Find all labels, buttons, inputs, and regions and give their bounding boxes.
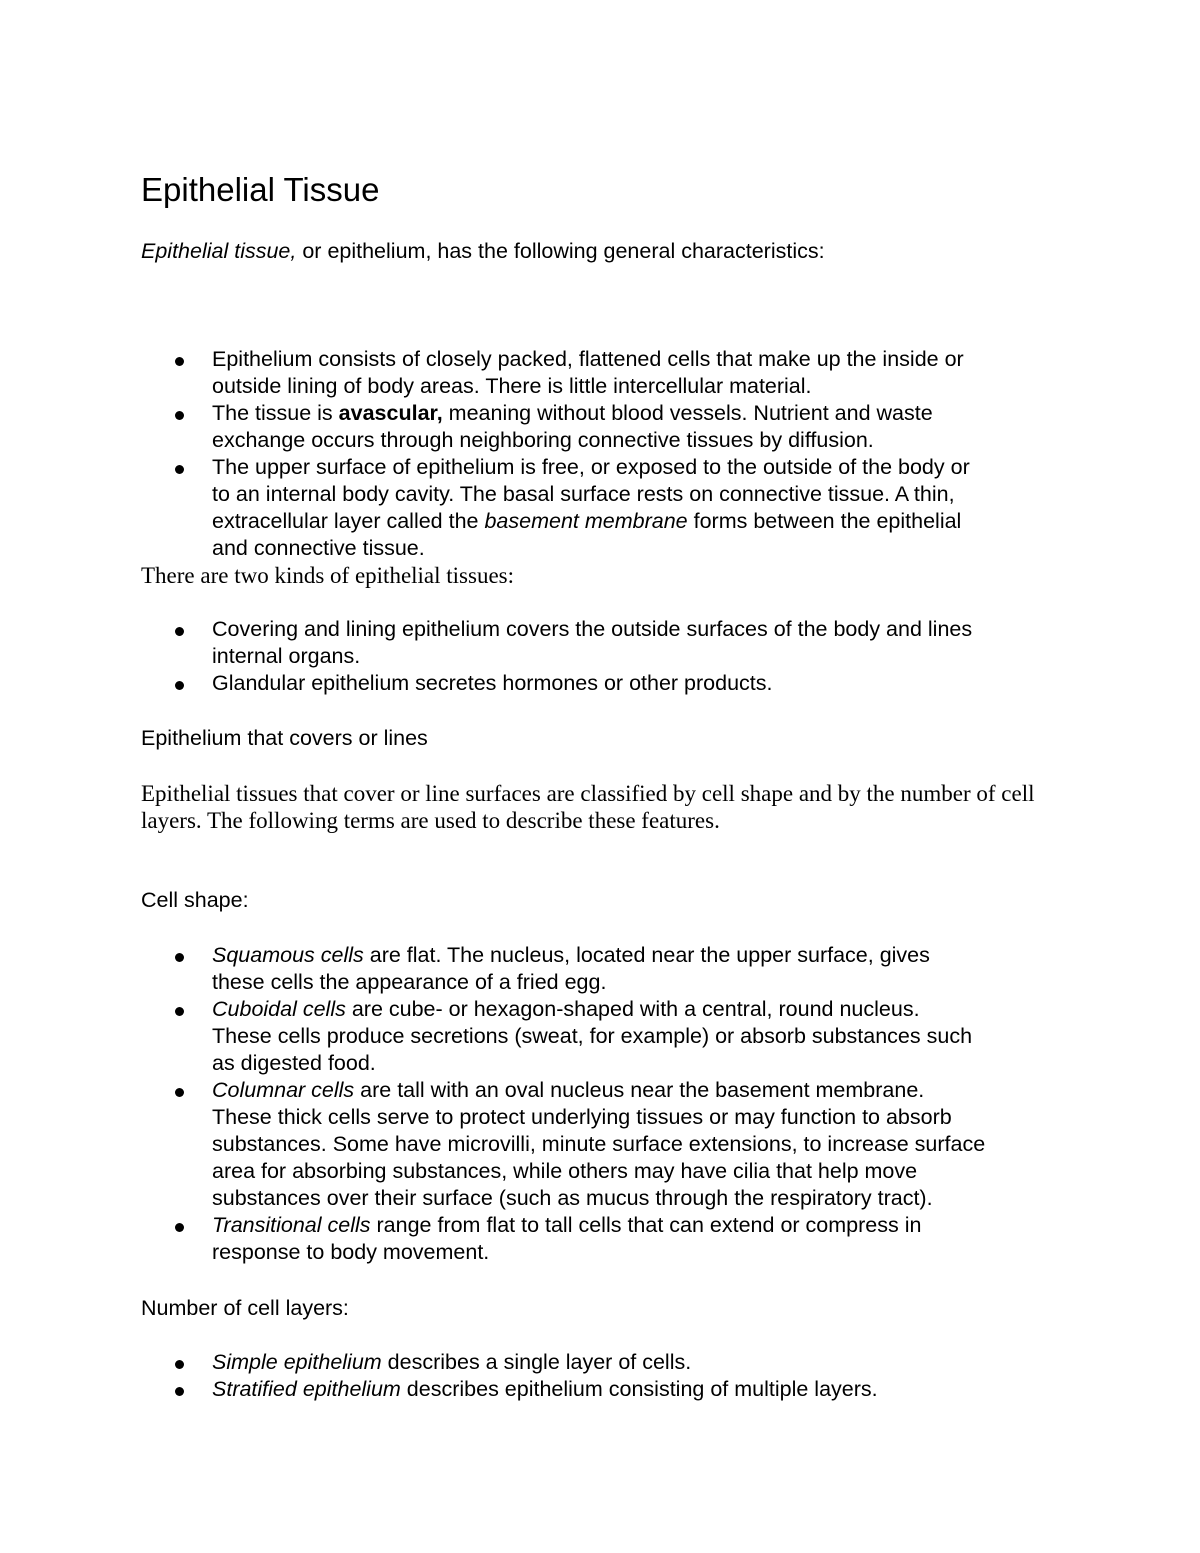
basement-membrane-term: basement membrane bbox=[484, 509, 688, 533]
list-item-line: area for absorbing substances, while others may have cilia that help move bbox=[212, 1159, 918, 1183]
bullet-icon bbox=[175, 627, 184, 636]
list-item-line: to an internal body cavity. The basal surface rests on connective tissue. A thin, bbox=[212, 482, 955, 506]
bullet-icon bbox=[175, 357, 184, 366]
list-item bbox=[0, 1349, 878, 1376]
list-item-line: Epithelium consists of closely packed, flattened cells that make up the inside or bbox=[212, 347, 964, 371]
list-item-line bbox=[212, 942, 985, 969]
list-item-line: outside lining of body areas. There is little intercellular material. bbox=[212, 374, 812, 398]
list-item bbox=[0, 996, 985, 1077]
list-item-line: Glandular epithelium secretes hormones or other products. bbox=[212, 671, 773, 695]
cuboidal-term: Cuboidal cells bbox=[212, 997, 346, 1021]
cell-shape-heading: Cell shape: bbox=[141, 888, 249, 912]
list-item bbox=[0, 1077, 985, 1212]
columnar-term: Columnar cells bbox=[212, 1078, 355, 1102]
intro-term: Epithelial tissue, bbox=[141, 239, 297, 263]
text-run: describes epithelium consisting of multiple layers. bbox=[400, 1377, 878, 1401]
stratified-term: Stratified epithelium bbox=[212, 1377, 401, 1401]
list-item-line: Covering and lining epithelium covers the outside surfaces of the body and lines bbox=[212, 617, 973, 641]
text-run: are tall with an oval nucleus near the basement membrane. bbox=[354, 1078, 925, 1102]
list-item bbox=[0, 942, 985, 996]
list-item-line bbox=[212, 400, 970, 427]
text-run: The tissue is bbox=[212, 401, 339, 425]
paragraph-line: layers. The following terms are used to describe these features. bbox=[141, 808, 720, 833]
kinds-list bbox=[0, 616, 972, 697]
list-item-line bbox=[212, 1349, 878, 1376]
text-run: forms between the epithelial bbox=[687, 509, 962, 533]
simple-term: Simple epithelium bbox=[212, 1350, 382, 1374]
page-title: Epithelial Tissue bbox=[141, 171, 380, 208]
list-item bbox=[0, 346, 970, 400]
list-item-line: These cells produce secretions (sweat, for example) or absorb substances such bbox=[212, 1024, 973, 1048]
list-item-line: substances. Some have microvilli, minute surface extensions, to increase surface bbox=[212, 1132, 986, 1156]
kinds-intro: There are two kinds of epithelial tissues: bbox=[141, 563, 515, 588]
list-item bbox=[0, 400, 970, 454]
bullet-icon bbox=[175, 1360, 184, 1369]
paragraph-line: Epithelial tissues that cover or line surfaces are classified by cell shape and by the number of cell bbox=[141, 781, 1035, 806]
list-item bbox=[0, 1212, 985, 1266]
characteristics-list bbox=[0, 346, 970, 562]
list-item-line bbox=[212, 996, 985, 1023]
list-item bbox=[0, 454, 970, 562]
list-item-line bbox=[212, 1077, 985, 1104]
list-item-line bbox=[212, 508, 970, 535]
bullet-icon bbox=[175, 1088, 184, 1097]
text-run: are flat. The nucleus, located near the upper surface, gives bbox=[363, 943, 930, 967]
bullet-icon bbox=[175, 953, 184, 962]
list-item-line: response to body movement. bbox=[212, 1240, 490, 1264]
intro-paragraph bbox=[141, 238, 825, 265]
bullet-icon bbox=[175, 465, 184, 474]
bullet-icon bbox=[175, 1223, 184, 1232]
bullet-icon bbox=[175, 681, 184, 690]
list-item-line: and connective tissue. bbox=[212, 536, 425, 560]
bullet-icon bbox=[175, 411, 184, 420]
list-item-line: these cells the appearance of a fried egg. bbox=[212, 970, 607, 994]
list-item-line: internal organs. bbox=[212, 644, 361, 668]
list-item-line bbox=[212, 1376, 878, 1403]
intro-rest: or epithelium, has the following general characteristics: bbox=[296, 239, 825, 263]
transitional-term: Transitional cells bbox=[212, 1213, 371, 1237]
list-item-line: These thick cells serve to protect underlying tissues or may function to absorb bbox=[212, 1105, 952, 1129]
text-run: extracellular layer called the bbox=[212, 509, 485, 533]
list-item-line bbox=[212, 1212, 985, 1239]
list-item-line: The upper surface of epithelium is free, or exposed to the outside of the body or bbox=[212, 455, 970, 479]
bullet-icon bbox=[175, 1007, 184, 1016]
text-run: are cube- or hexagon-shaped with a central, round nucleus. bbox=[345, 997, 920, 1021]
text-run: describes a single layer of cells. bbox=[381, 1350, 692, 1374]
text-run: range from flat to tall cells that can extend or compress in bbox=[370, 1213, 922, 1237]
layers-list bbox=[0, 1349, 878, 1403]
list-item-line: substances over their surface (such as mucus through the respiratory tract). bbox=[212, 1186, 933, 1210]
squamous-term: Squamous cells bbox=[212, 943, 364, 967]
avascular-term: avascular, bbox=[338, 401, 443, 425]
cell-shape-list bbox=[0, 942, 985, 1266]
bullet-icon bbox=[175, 1387, 184, 1396]
layers-heading: Number of cell layers: bbox=[141, 1296, 349, 1320]
covers-paragraph bbox=[141, 780, 1035, 834]
list-item bbox=[0, 670, 972, 697]
list-item bbox=[0, 616, 972, 670]
list-item-line: as digested food. bbox=[212, 1051, 376, 1075]
covers-heading: Epithelium that covers or lines bbox=[141, 726, 428, 750]
list-item bbox=[0, 1376, 878, 1403]
text-run: meaning without blood vessels. Nutrient and waste bbox=[442, 401, 933, 425]
list-item-line: exchange occurs through neighboring connective tissues by diffusion. bbox=[212, 428, 874, 452]
